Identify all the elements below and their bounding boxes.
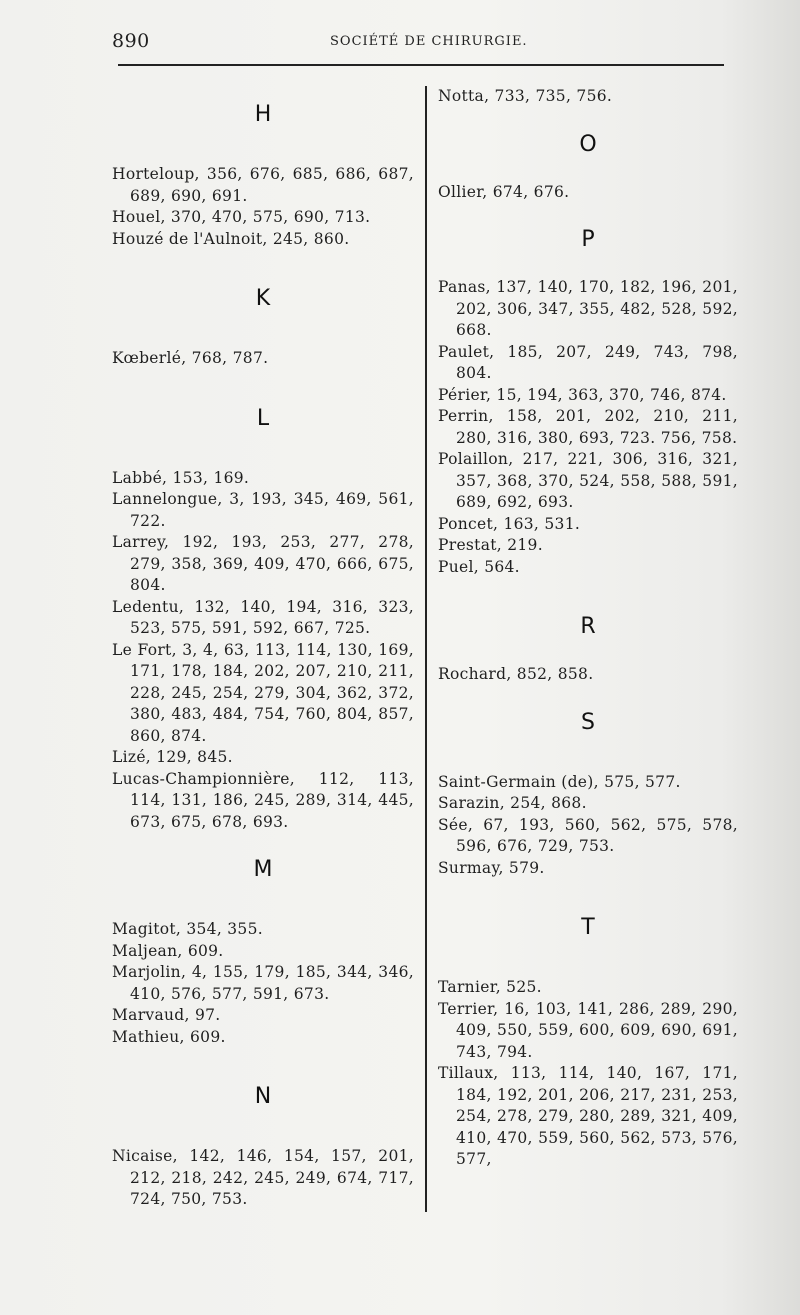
index-entry: Panas, 137, 140, 170, 182, 196, 201, 202, 306, 347, 355, 482, 528, 592, 668.: [438, 278, 738, 339]
index-entry: Larrey, 192, 193, 253, 277, 278, 279, 358, 369, 409, 470, 666, 675, 804.: [112, 533, 414, 594]
header-rule: [118, 64, 724, 66]
section-letter-m: M: [253, 857, 273, 882]
index-entry: Mathieu, 609.: [112, 1027, 226, 1046]
left-column: [112, 86, 414, 1211]
section-letter-n: N: [254, 1084, 272, 1109]
section-r-entries: [438, 664, 738, 686]
section-k-entries: [112, 348, 414, 370]
index-entry: Rochard, 852, 858.: [438, 665, 594, 683]
index-entry: Puel, 564.: [438, 557, 520, 576]
section-n-entries: [112, 1146, 414, 1211]
section-l-entries: [112, 468, 414, 834]
index-entry: Lucas-Championnière, 112, 113, 114, 131, 186, 245, 289, 314, 445, 673, 675, 678, 693.: [112, 769, 414, 831]
index-entry: Horteloup, 356, 676, 685, 686, 687, 689, 690, 691.: [112, 165, 414, 205]
section-letter-t: T: [581, 915, 595, 940]
section-letter-l: L: [256, 405, 270, 431]
index-entry: Houzé de l'Aulnoit, 245, 860.: [112, 229, 350, 248]
section-letter-h: H: [254, 102, 272, 127]
index-entry: Tarnier, 525.: [438, 978, 542, 996]
index-entry: Magitot, 354, 355.: [112, 920, 263, 938]
index-entry: Marjolin, 4, 155, 179, 185, 344, 346, 410, 576, 577, 591, 673.: [112, 963, 414, 1003]
index-entry: Notta, 733, 735, 756.: [438, 87, 613, 105]
section-t-entries: [438, 977, 738, 1171]
section-letter-p: P: [581, 227, 595, 252]
column-divider: [425, 86, 427, 1212]
index-entry: Terrier, 16, 103, 141, 286, 289, 290, 409, 550, 559, 600, 609, 690, 691, 743, 794.: [438, 999, 738, 1061]
page-header: [112, 30, 722, 54]
section-s-entries: [438, 772, 738, 880]
index-entry: Tillaux, 113, 114, 140, 167, 171, 184, 192, 201, 206, 217, 231, 253, 254, 278, 279, 280, 289, 321, 409, 410, 470, 559, 560, 562, 573, 576, 577,: [438, 1064, 738, 1168]
section-letter-r: R: [580, 614, 596, 639]
section-p-entries: [438, 277, 738, 578]
index-entry: Lizé, 129, 845.: [112, 748, 233, 766]
index-entry: Poncet, 163, 531.: [438, 514, 581, 533]
index-entry: Surmay, 579.: [438, 858, 545, 877]
index-entry: Houel, 370, 470, 575, 690, 713.: [112, 208, 371, 226]
section-letter-k: K: [255, 286, 271, 311]
index-entry: Paulet, 185, 207, 249, 743, 798, 804.: [438, 342, 738, 382]
index-entry: Polaillon, 217, 221, 306, 316, 321, 357, 368, 370, 524, 558, 588, 591, 689, 692, 693.: [438, 450, 738, 511]
section-o-entries: [438, 182, 738, 204]
index-entry: Le Fort, 3, 4, 63, 113, 114, 130, 169, 171, 178, 184, 202, 207, 210, 211, 228, 245, 254, 279, 304, 362, 372, 380, 483, 484, 754, 760, 804, 857, 860, 874.: [112, 640, 414, 745]
index-entry: Prestat, 219.: [438, 536, 543, 554]
index-entry: Ledentu, 132, 140, 194, 316, 323, 523, 575, 591, 592, 667, 725.: [112, 597, 414, 637]
section-n-continued-entries: [438, 86, 738, 108]
index-entry: Maljean, 609.: [112, 941, 224, 960]
running-title: SOCIÉTÉ DE CHIRURGIE.: [330, 34, 528, 49]
index-entry: Lannelongue, 3, 193, 345, 469, 561, 722.: [112, 490, 414, 530]
index-entry: Marvaud, 97.: [112, 1006, 221, 1024]
index-entry: Labbé, 153, 169.: [112, 468, 250, 487]
section-letter-s: S: [581, 709, 595, 735]
section-h-entries: [112, 164, 414, 250]
index-entry: Sarazin, 254, 868.: [438, 794, 587, 812]
right-column: [438, 86, 738, 1171]
index-entry: Sée, 67, 193, 560, 562, 575, 578, 596, 676, 729, 753.: [438, 815, 738, 855]
index-entry: Nicaise, 142, 146, 154, 157, 201, 212, 218, 242, 245, 249, 674, 717, 724, 750, 753.: [112, 1147, 414, 1208]
index-entry: Ollier, 674, 676.: [438, 182, 570, 201]
section-m-entries: [112, 919, 414, 1048]
index-entry: Perrin, 158, 201, 202, 210, 211, 280, 316, 380, 693, 723. 756, 758.: [438, 407, 738, 447]
section-letter-o: O: [579, 131, 597, 157]
page-number: 890: [112, 30, 150, 52]
index-entry: Saint-Germain (de), 575, 577.: [438, 772, 681, 791]
index-entry: Périer, 15, 194, 363, 370, 746, 874.: [438, 385, 727, 404]
index-entry: Kœberlé, 768, 787.: [112, 349, 269, 367]
